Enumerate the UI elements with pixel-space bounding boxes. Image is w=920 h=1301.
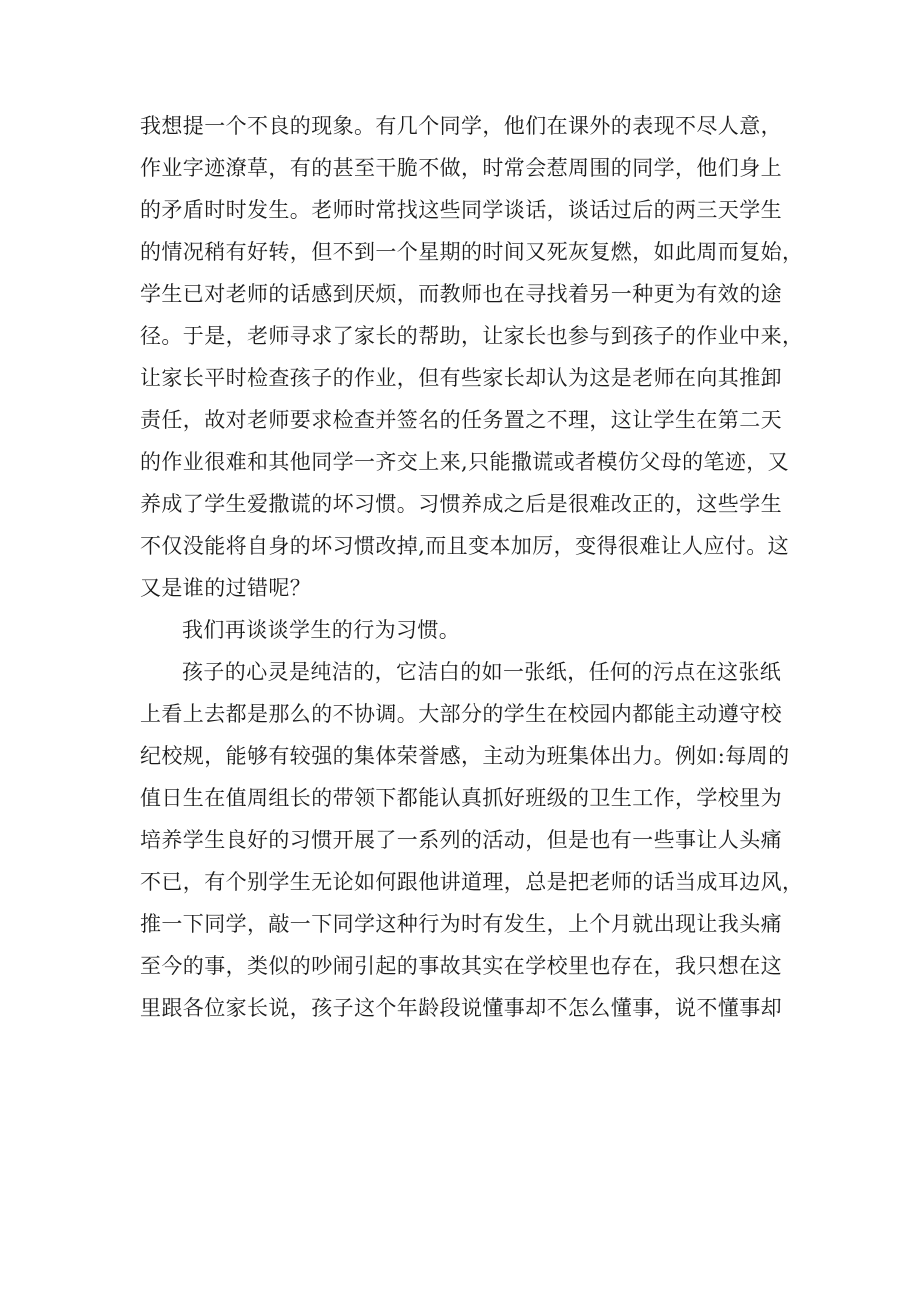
paragraph-behavior-habits-heading [140,609,792,651]
text-line: 孩子的心灵是纯洁的，它洁白的如一张纸，任何的污点在这张纸 [182,660,782,684]
text-line: 养成了学生爱撒谎的坏习惯。习惯养成之后是很难改正的，这些学生 [140,492,782,516]
text-line: 学生已对老师的话感到厌烦，而教师也在寻找着另一种更为有效的途 [140,282,782,306]
paragraph-pure-heart [140,651,804,1029]
text-line: 推一下同学，敲一下同学这种行为时有发生，上个月就出现让我头痛 [140,912,782,936]
text-line: 不已，有个别学生无论如何跟他讲道理，总是把老师的话当成耳边风， [140,870,804,894]
text-line: 作业字迹潦草，有的甚至干脆不做，时常会惹周围的同学，他们身上 [140,156,782,180]
text-line: 的矛盾时时发生。老师时常找这些同学谈话，谈话过后的两三天学生 [140,198,782,222]
text-line: 又是谁的过错呢？ [140,576,312,600]
text-line: 至今的事，类似的吵闹引起的事故其实在学校里也存在，我只想在这 [140,954,782,978]
text-line: 让家长平时检查孩子的作业，但有些家长却认为这是老师在向其推卸 [140,366,782,390]
document-body [140,105,804,1029]
text-line: 我们再谈谈学生的行为习惯。 [182,618,461,642]
text-line: 的情况稍有好转，但不到一个星期的时间又死灰复燃，如此周而复始， [140,240,804,264]
text-line: 里跟各位家长说，孩子这个年龄段说懂事却不怎么懂事，说不懂事却 [140,996,782,1020]
text-line: 不仅没能将自身的坏习惯改掉,而且变本加厉，变得很难让人应付。这 [140,534,790,558]
text-line: 我想提一个不良的现象。有几个同学，他们在课外的表现不尽人意， [140,114,782,138]
text-line: 上看上去都是那么的不协调。大部分的学生在校园内都能主动遵守校 [140,702,782,726]
text-line: 径。于是，老师寻求了家长的帮助，让家长也参与到孩子的作业中来， [140,324,804,348]
text-line: 值日生在值周组长的带领下都能认真抓好班级的卫生工作，学校里为 [140,786,782,810]
paragraph-bad-phenomenon [140,105,804,609]
text-line: 责任，故对老师要求检查并签名的任务置之不理，这让学生在第二天 [140,408,782,432]
text-line: 纪校规，能够有较强的集体荣誉感，主动为班集体出力。例如:每周的 [140,744,790,768]
text-line: 培养学生良好的习惯开展了一系列的活动，但是也有一些事让人头痛 [140,828,782,852]
text-line: 的作业很难和其他同学一齐交上来,只能撒谎或者模仿父母的笔迹，又 [140,450,790,474]
